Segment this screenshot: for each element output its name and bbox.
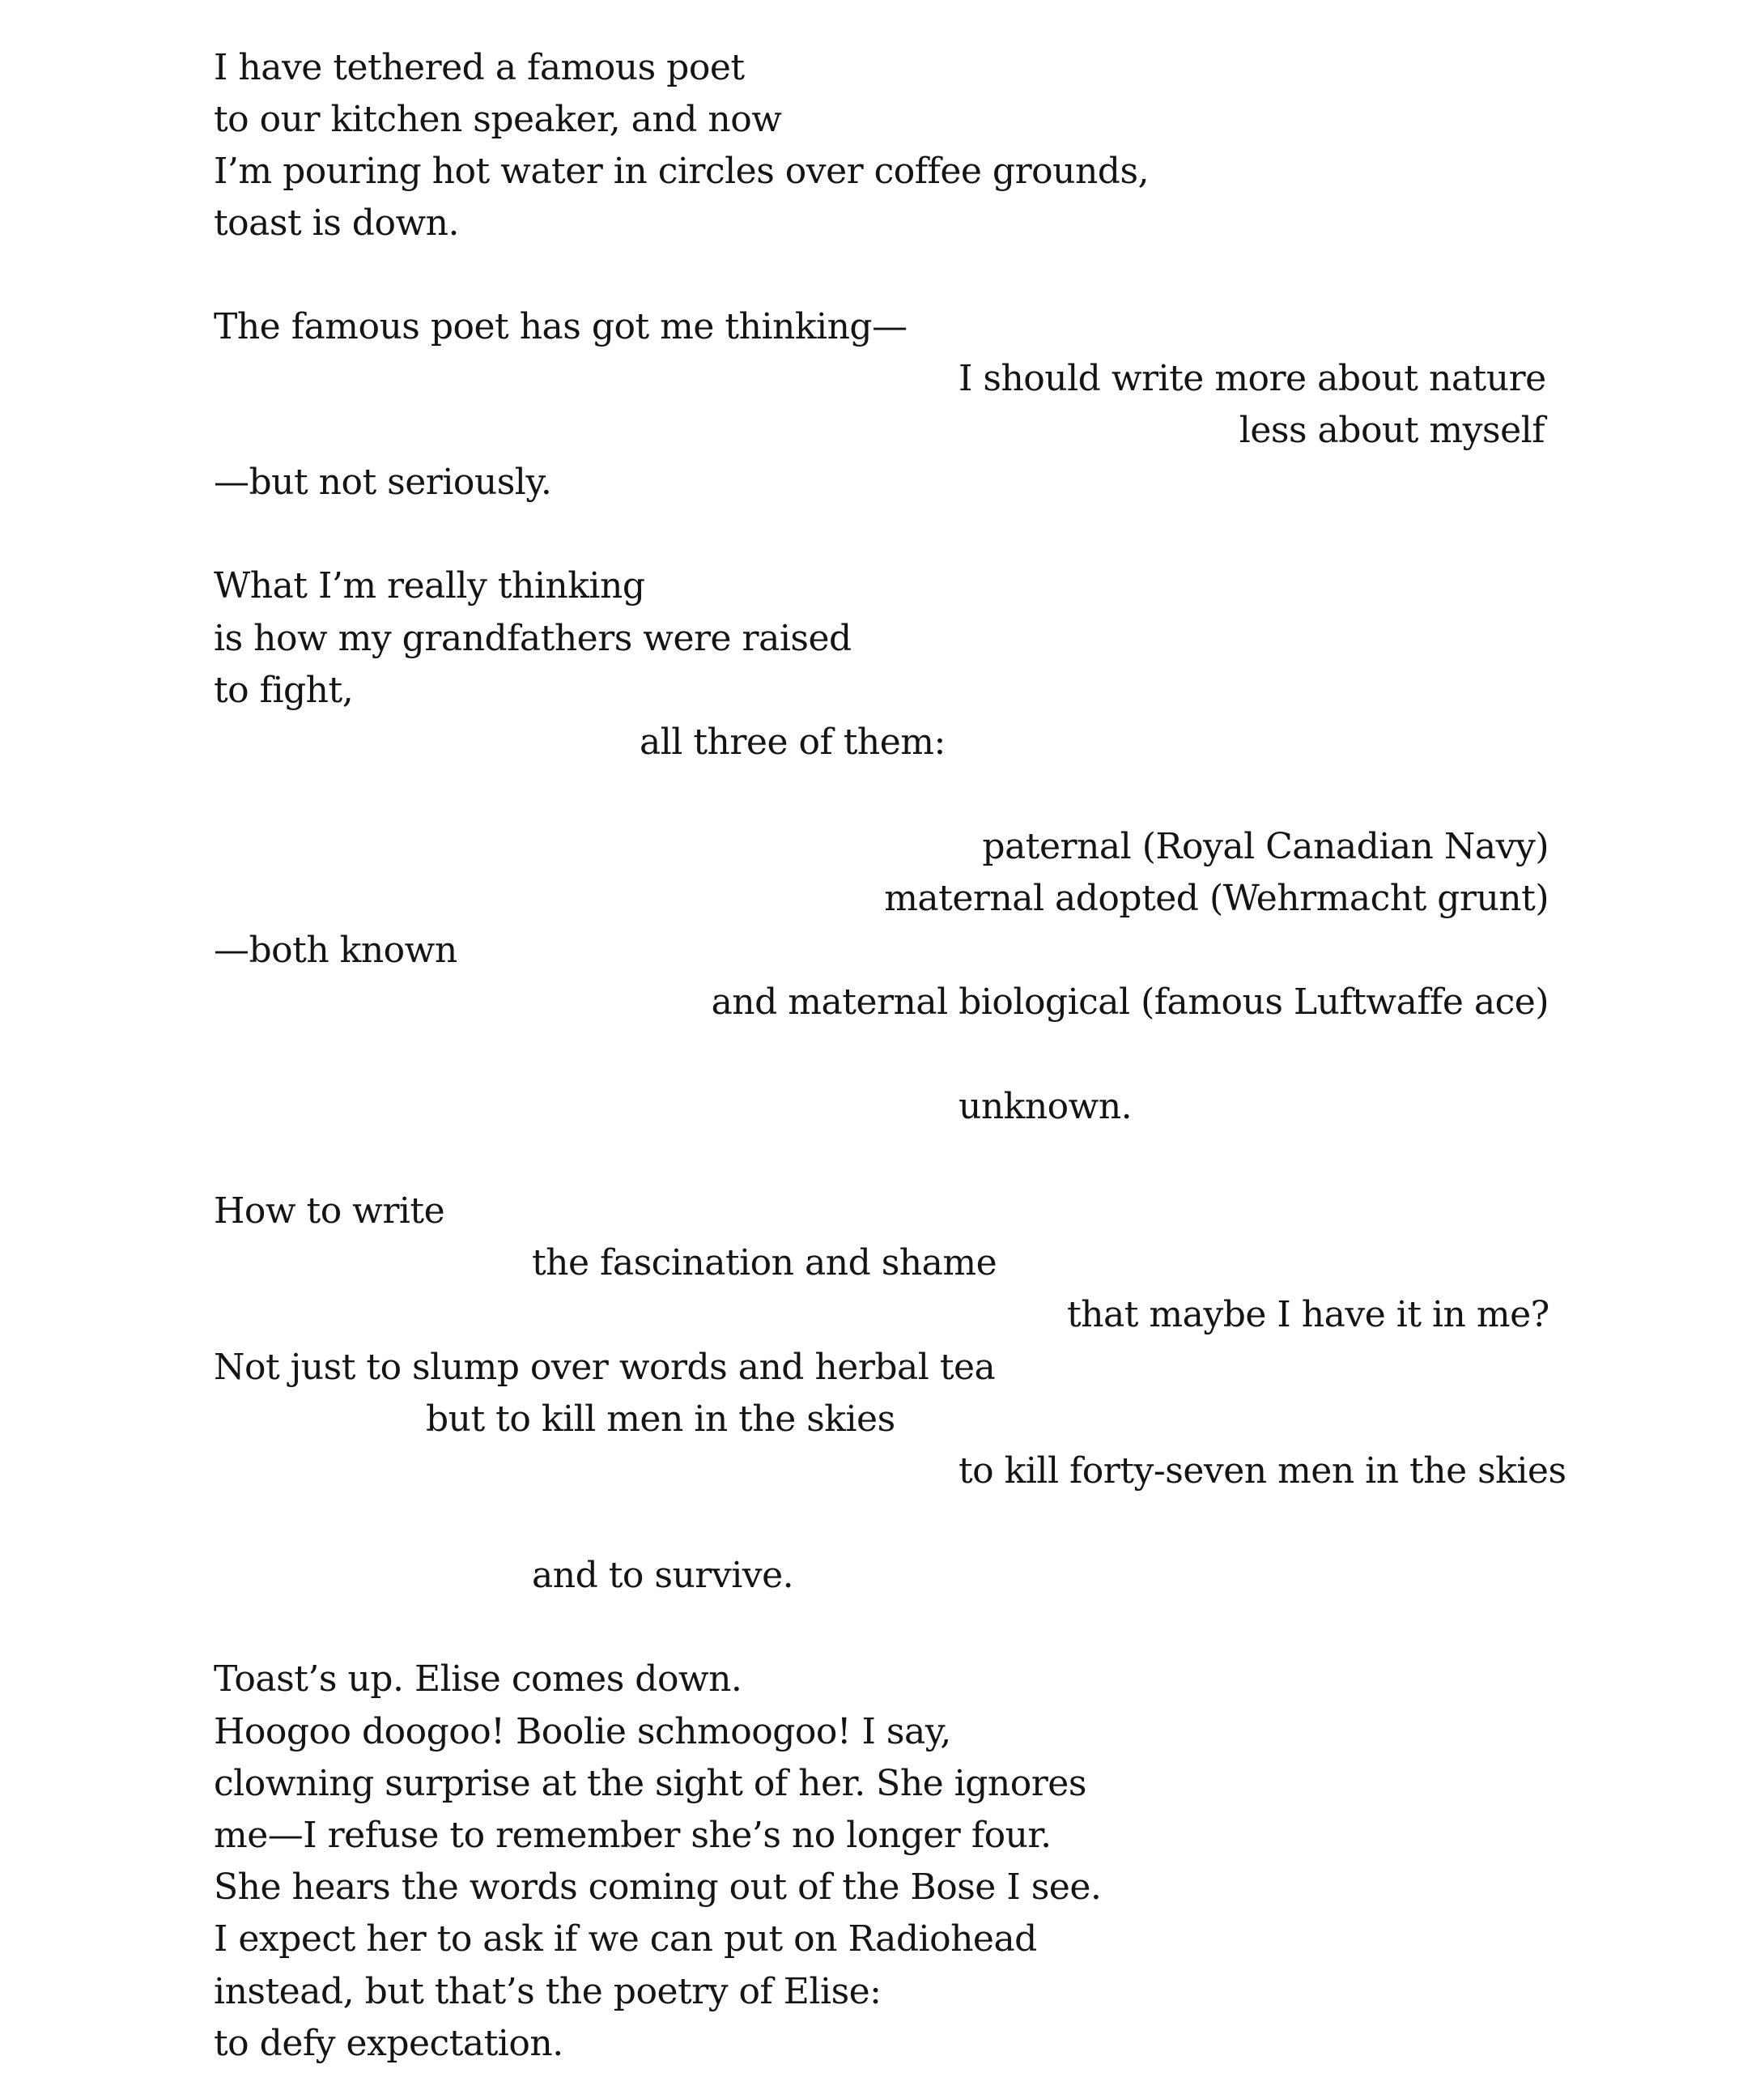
poem-line: to kill forty-seven men in the skies [959,1450,1566,1492]
poem-line: clowning surprise at the sight of her. She ignores [214,1763,1086,1804]
poem-line: and maternal biological (famous Luftwaffe ace) [711,981,1549,1023]
poem-line: maternal adopted (Wehrmacht grunt) [884,878,1549,919]
poem-line: the fascination and shame [532,1242,997,1283]
poem-line: How to write [214,1190,445,1232]
poem-line: The famous poet has got me thinking— [214,306,908,347]
poem-line: I’m pouring hot water in circles over coffee grounds, [214,151,1150,192]
poem-line: Toast’s up. Elise comes down. [214,1658,742,1700]
poem-line: to our kitchen speaker, and now [214,99,782,140]
poem-line: Not just to slump over words and herbal tea [214,1347,996,1388]
poem-line: me—I refuse to remember she’s no longer four. [214,1815,1052,1856]
poem-line: and to survive. [532,1555,794,1596]
poem-line: less about myself [1239,410,1545,451]
poem-line: that maybe I have it in me? [1067,1294,1549,1335]
poem-line: She hears the words coming out of the Bose I see. [214,1867,1102,1908]
poem-line: is how my grandfathers were raised [214,618,852,659]
poem-line: What I’m really thinking [214,565,645,607]
poem-line: toast is down. [214,202,459,244]
poem-line: instead, but that’s the poetry of Elise: [214,1971,882,2012]
poem-line: I expect her to ask if we can put on Radiohead [214,1918,1037,1960]
poem-line: Hoogoo doogoo! Boolie schmoogoo! I say, [214,1711,951,1752]
poem-line: unknown. [959,1086,1133,1127]
poem-line: all three of them: [640,722,946,763]
poem-line: I should write more about nature [959,358,1546,399]
poem-line: to fight, [214,670,354,711]
poem-line: I have tethered a famous poet [214,47,745,88]
poem-line: to defy expectation. [214,2023,563,2064]
poem-line: —but not seriously. [214,462,552,503]
poem-line: paternal (Royal Canadian Navy) [982,826,1549,867]
poem-line: —both known [214,930,457,971]
poem-line: but to kill men in the skies [426,1398,895,1440]
